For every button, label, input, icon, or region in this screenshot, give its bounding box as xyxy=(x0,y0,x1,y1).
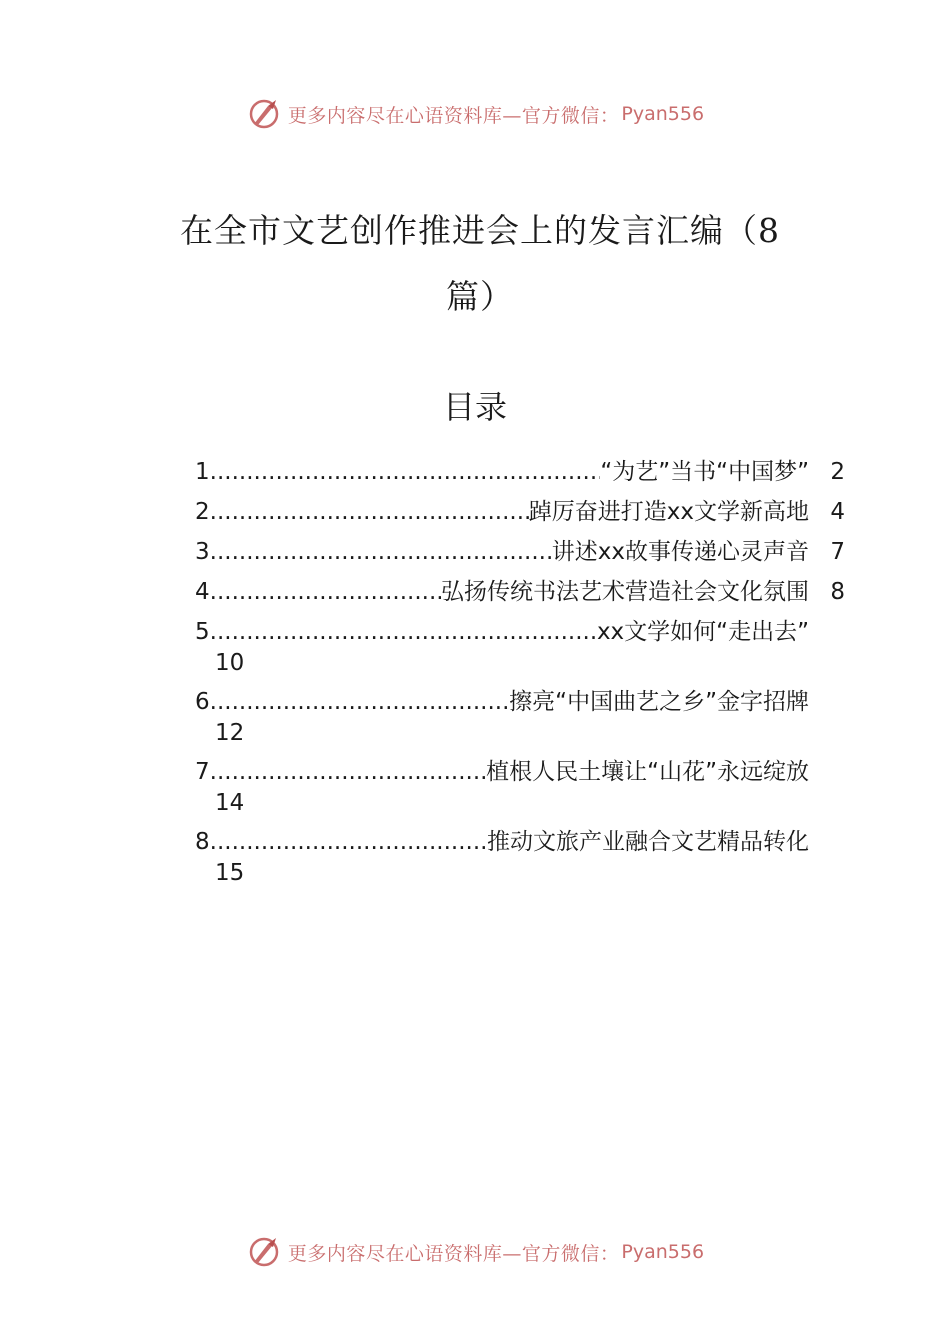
toc-entry-title: 讲述xx故事传递心灵声音 xyxy=(551,539,809,565)
toc-entry[interactable] xyxy=(195,452,845,492)
toc-entry-title: xx文学如何“走出去” xyxy=(596,619,809,645)
watermark-id: Pyan556 xyxy=(621,1241,705,1263)
quill-logo-icon xyxy=(246,96,282,132)
toc-entry-number: 5 xyxy=(195,619,210,645)
toc-leader-dots xyxy=(210,572,441,612)
toc-entry-page: 14 xyxy=(215,790,245,816)
document-title: 在全市文艺创作推进会上的发言汇编（8篇） xyxy=(180,211,780,316)
toc-entry-page: 8 xyxy=(830,579,845,605)
toc-entry-title: 擦亮“中国曲艺之乡”金字招牌 xyxy=(509,689,809,715)
toc-entry-page: 7 xyxy=(830,539,845,565)
watermark-text: 更多内容尽在心语资料库—官方微信： xyxy=(287,1242,620,1265)
toc-entry-page: 12 xyxy=(215,720,245,746)
toc-entry-number: 7 xyxy=(195,759,210,785)
toc-leader-dots xyxy=(210,532,552,572)
toc-leader-dots xyxy=(210,682,510,722)
toc-entry-page: 15 xyxy=(215,860,245,886)
toc-entry[interactable] xyxy=(195,532,845,572)
toc-entry-page: 4 xyxy=(830,499,845,525)
toc-entry[interactable] xyxy=(195,572,845,612)
toc-leader-dots xyxy=(210,752,487,792)
toc-entry[interactable] xyxy=(195,612,845,682)
toc-entry-title: 踔厉奋进打造xx文学新高地 xyxy=(528,499,809,525)
toc-entry-number: 4 xyxy=(195,579,210,605)
toc-entry-number: 3 xyxy=(195,539,210,565)
toc-leader-dots xyxy=(210,822,487,862)
toc-entry-number: 1 xyxy=(195,459,210,485)
toc-entry-title: 推动文旅产业融合文艺精品转化 xyxy=(487,829,809,855)
watermark-id: Pyan556 xyxy=(621,103,705,125)
table-of-contents xyxy=(195,452,845,892)
toc-entry-page: 2 xyxy=(830,459,845,485)
toc-entry-number: 8 xyxy=(195,829,210,855)
watermark-text: 更多内容尽在心语资料库—官方微信： xyxy=(287,104,620,127)
toc-entry[interactable] xyxy=(195,752,845,822)
watermark-header xyxy=(0,94,950,134)
toc-entry-number: 2 xyxy=(195,499,210,525)
toc-entry-number: 6 xyxy=(195,689,210,715)
toc-entry[interactable] xyxy=(195,682,845,752)
toc-entry-title: 植根人民土壤让“山花”永远绽放 xyxy=(486,759,809,785)
quill-logo-icon xyxy=(246,1234,282,1270)
toc-leader-dots xyxy=(210,612,597,652)
toc-entry[interactable] xyxy=(195,492,845,532)
toc-heading: 目录 xyxy=(442,388,507,426)
toc-entry-page: 10 xyxy=(215,650,245,676)
watermark-footer xyxy=(0,1232,950,1272)
toc-entry-title: “为艺”当书“中国梦” xyxy=(600,459,809,485)
toc-leader-dots xyxy=(210,492,529,532)
toc-entry[interactable] xyxy=(195,822,845,892)
toc-entry-title: 弘扬传统书法艺术营造社会文化氛围 xyxy=(441,579,809,605)
toc-leader-dots xyxy=(210,452,601,492)
